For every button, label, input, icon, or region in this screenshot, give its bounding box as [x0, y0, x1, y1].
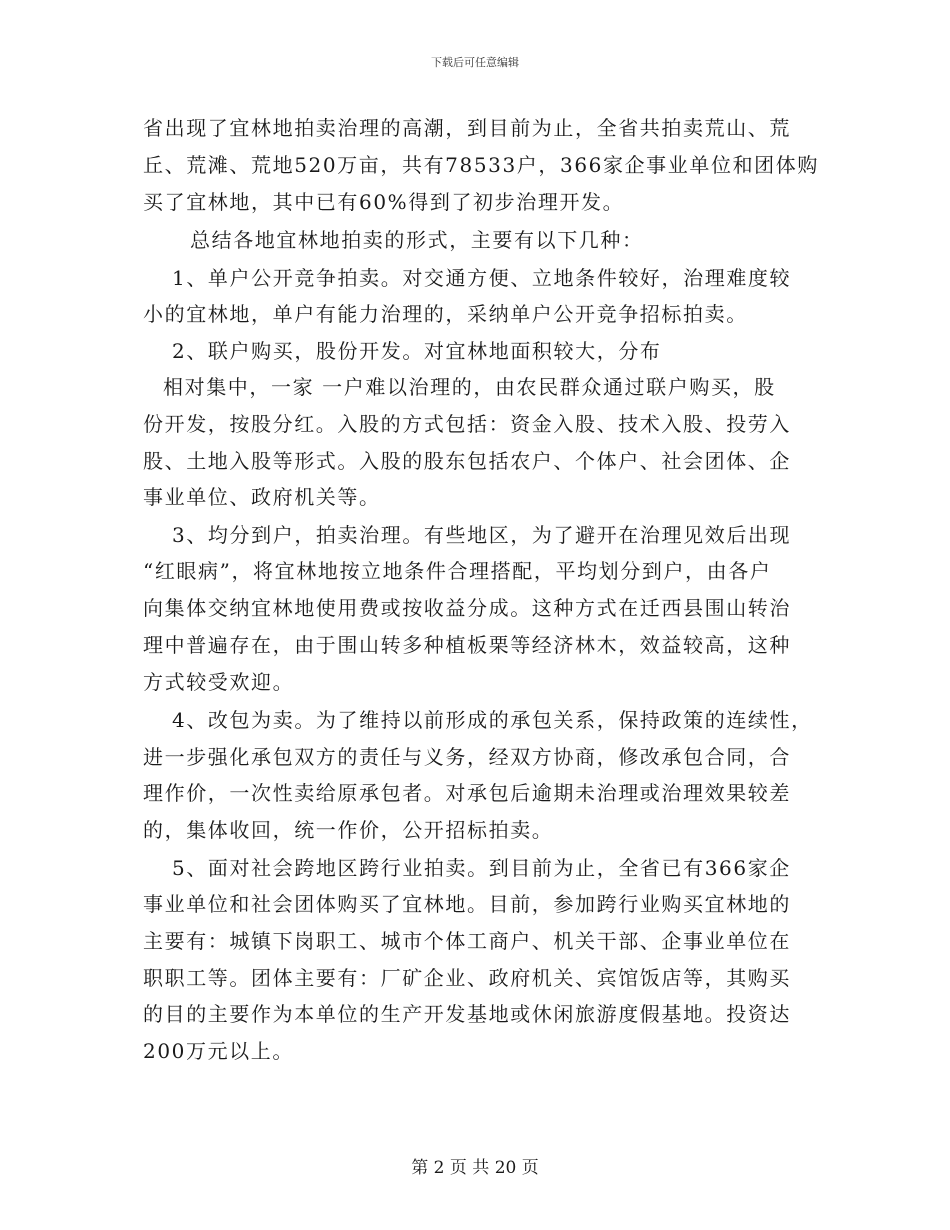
- paragraph-line: 理中普遍存在，由于围山转多种植板栗等经济林木，效益较高，这种: [143, 633, 791, 657]
- paragraph-line: 2、联户购买，股份开发。对宜林地面积较大，分布: [172, 339, 662, 363]
- paragraph-line: 主要有：城镇下岗职工、城市个体工商户、机关干部、企事业单位在: [143, 929, 791, 953]
- paragraph-line: 理作价，一次性卖给原承包者。对承包后逾期未治理或治理效果较差: [143, 781, 791, 805]
- paragraph-line: 相对集中，一家 一户难以治理的，由农民群众通过联户购买，股: [163, 375, 776, 399]
- paragraph-line: 丘、荒滩、荒地520万亩，共有78533户，366家企事业单位和团体购: [143, 153, 819, 177]
- paragraph-line: 进一步强化承包双方的责任与义务，经双方协商，修改承包合同，合: [143, 745, 791, 769]
- paragraph-line: 事业单位、政府机关等。: [143, 485, 381, 509]
- paragraph-line: 的目的主要作为本单位的生产开发基地或休闲旅游度假基地。投资达: [143, 1002, 791, 1026]
- paragraph-line: 3、均分到户，拍卖治理。有些地区，为了避开在治理见效后出现: [172, 523, 792, 547]
- paragraph-line: 职职工等。团体主要有：厂矿企业、政府机关、宾馆饭店等，其购买: [143, 966, 791, 990]
- paragraph-line: 省出现了宜林地拍卖治理的高潮，到目前为止，全省共拍卖荒山、荒: [143, 116, 791, 140]
- paragraph-line: 小的宜林地，单户有能力治理的，采纳单户公开竞争招标拍卖。: [143, 302, 748, 326]
- paragraph-line: 向集体交纳宜林地使用费或按收益分成。这种方式在迁西县围山转治: [143, 596, 791, 620]
- page-number-footer: 第 2 页 共 20 页: [411, 1158, 539, 1178]
- paragraph-line: 1、单户公开竞争拍卖。对交通方便、立地条件较好，治理难度较: [172, 266, 792, 290]
- paragraph-line: 买了宜林地，其中已有60%得到了初步治理开发。: [143, 190, 625, 214]
- paragraph-line: 5、面对社会跨地区跨行业拍卖。到目前为止，全省已有366家企: [172, 856, 791, 880]
- paragraph-line: 股、土地入股等形式。入股的股东包括农户、个体户、社会团体、企: [143, 449, 791, 473]
- paragraph-line: 份开发，按股分红。入股的方式包括：资金入股、技术入股、投劳入: [143, 412, 791, 436]
- paragraph-line: 方式较受欢迎。: [143, 670, 295, 694]
- paragraph-line: 4、改包为卖。为了维持以前形成的承包关系，保持政策的连续性，: [172, 708, 813, 732]
- paragraph-line: 的，集体收回，统一作价，公开招标拍卖。: [143, 818, 554, 842]
- paragraph-line: 总结各地宜林地拍卖的形式，主要有以下几种：: [190, 228, 644, 252]
- page-header: 下载后可任意编辑: [431, 56, 519, 69]
- paragraph-line: 事业单位和社会团体购买了宜林地。目前，参加跨行业购买宜林地的: [143, 892, 791, 916]
- paragraph-line: “红眼病”，将宜林地按立地条件合理搭配，平均划分到户，由各户: [143, 559, 772, 583]
- paragraph-line: 200万元以上。: [143, 1039, 294, 1063]
